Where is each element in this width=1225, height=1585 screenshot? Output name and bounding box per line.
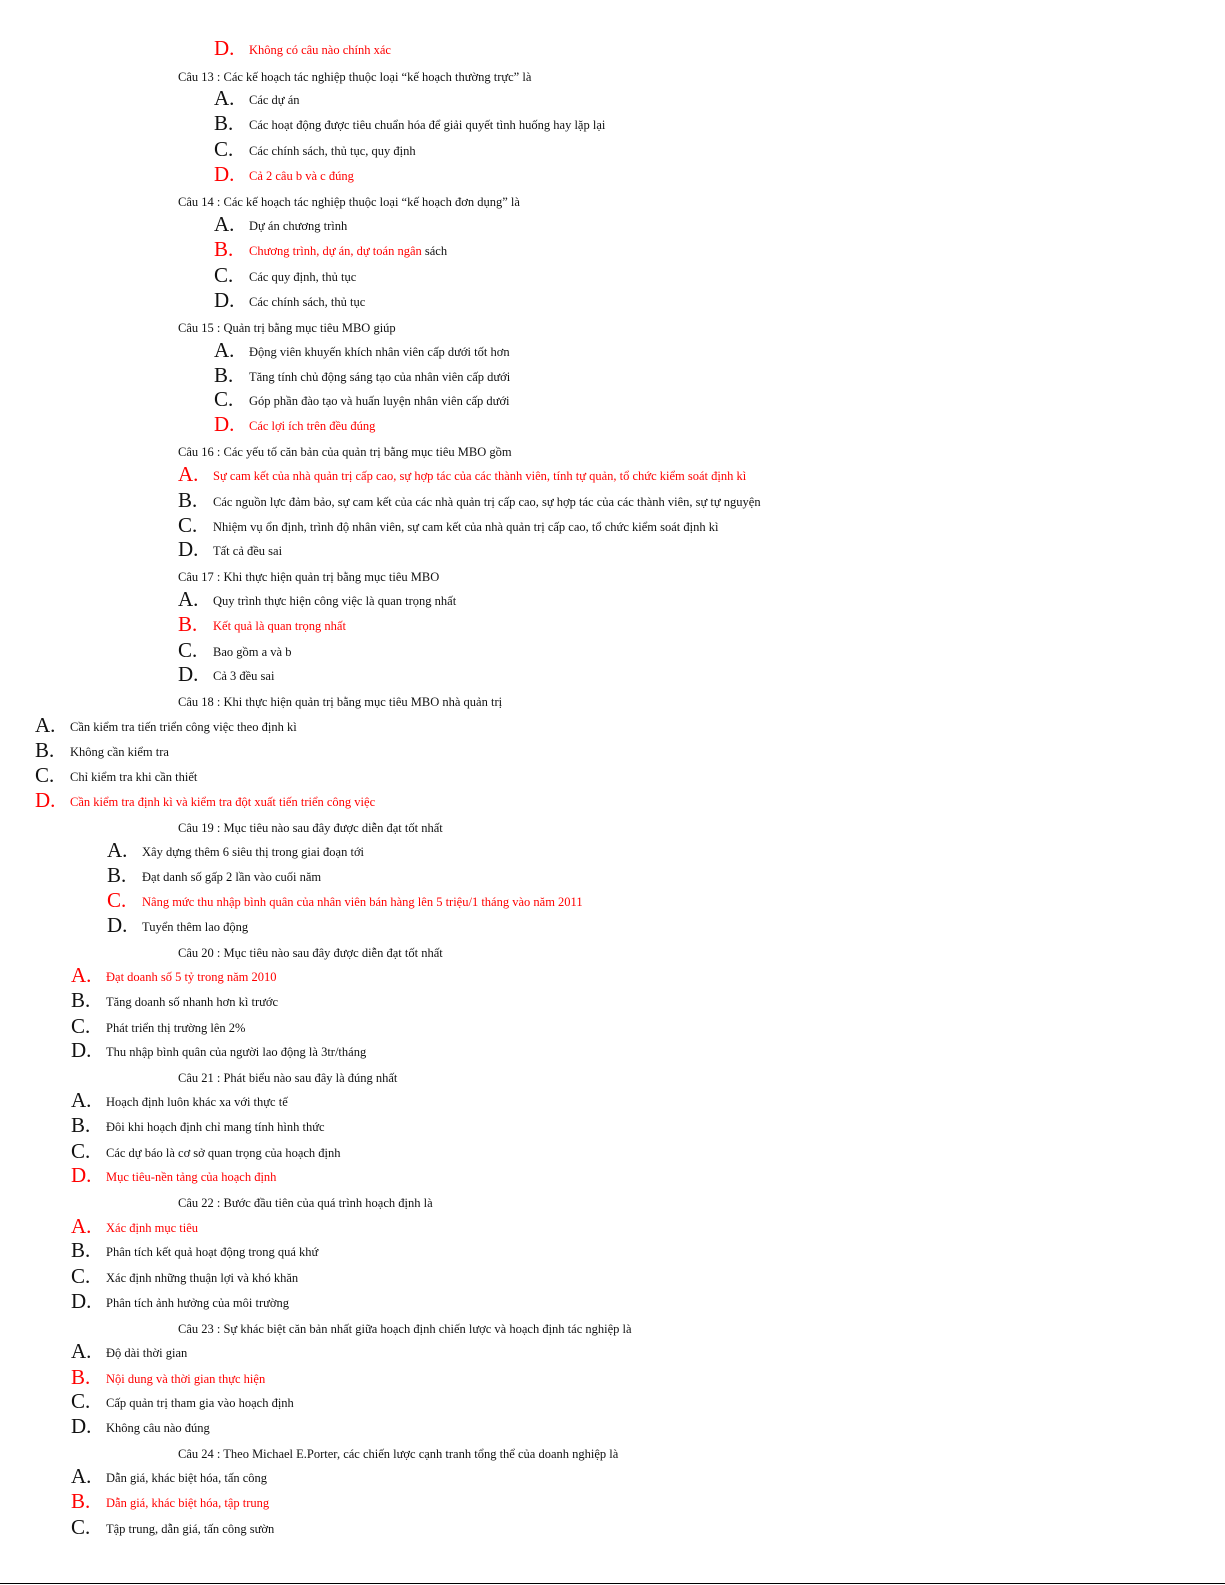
option-text [142, 845, 364, 860]
option-text [142, 920, 248, 935]
option-text [106, 970, 276, 985]
correct-answer-text: Nâng mức thu nhập bình quân của nhân viên bán hàng lên 5 triệu/1 tháng vào năm 2011 [142, 895, 583, 909]
option-text [249, 370, 510, 385]
option-letter: B. [35, 738, 55, 762]
option-text [106, 995, 278, 1010]
answer-text: Các nguồn lực đảm bảo, sự cam kết của các nhà quản trị cấp cao, sự hợp tác của các thành viên, sự tự nguyện [213, 495, 761, 509]
option-text [70, 720, 297, 735]
answer-text: Các chính sách, thủ tục, quy định [249, 144, 416, 158]
option-text [249, 345, 510, 360]
answer-text: Độ dài thời gian [106, 1346, 188, 1360]
correct-answer-text: Dẫn giá, khác biệt hóa, tập trung [106, 1496, 270, 1510]
option-text [213, 645, 291, 660]
option-text [106, 1271, 298, 1286]
question-text: Câu 21 : Phát biểu nào sau đây là đúng nhất [178, 1071, 398, 1085]
question-text: Câu 14 : Các kế hoạch tác nghiệp thuộc loại “kế hoạch đơn dụng” là [178, 195, 520, 209]
option-text [106, 1095, 288, 1110]
correct-answer-text: Nội dung và thời gian thực hiện [106, 1372, 266, 1386]
option-text [249, 169, 354, 184]
option-letter: B. [71, 988, 91, 1012]
option-text [70, 795, 375, 810]
answer-text: Phân tích ảnh hưởng của môi trường [106, 1296, 289, 1310]
option-text [249, 43, 391, 58]
option-letter: D. [71, 1038, 92, 1062]
option-letter: A. [71, 1214, 92, 1238]
correct-answer-text: Xác định mục tiêu [106, 1221, 198, 1235]
option-letter: D. [178, 537, 199, 561]
option-text [106, 1522, 274, 1537]
option-letter: D. [214, 412, 235, 436]
question-text: Câu 22 : Bước đầu tiên của quá trình hoạch định là [178, 1196, 433, 1210]
option-text [213, 495, 761, 510]
answer-text: Các dự án [249, 93, 300, 107]
correct-answer-text: Đạt doanh số 5 tỷ trong năm 2010 [106, 970, 277, 984]
option-letter: D. [107, 913, 128, 937]
correct-answer-text: Chương trình, dự án, dự toán ngân [249, 244, 422, 258]
option-text [106, 1372, 265, 1387]
answer-text: Hoạch định luôn khác xa với thực tế [106, 1095, 288, 1109]
option-text [249, 394, 510, 409]
option-text [106, 1146, 341, 1161]
answer-text: Xác định những thuận lợi và khó khăn [106, 1271, 299, 1285]
correct-answer-text: Mục tiêu-nền tảng của hoạch định [106, 1170, 277, 1184]
option-letter: C. [71, 1515, 91, 1539]
option-text [249, 270, 356, 285]
option-letter: D. [71, 1163, 92, 1187]
option-letter: B. [214, 363, 234, 387]
option-text [106, 1221, 198, 1236]
option-letter: D. [71, 1289, 92, 1313]
option-text [106, 1120, 325, 1135]
option-letter: A. [71, 1339, 92, 1363]
answer-text: Bao gồm a và b [213, 645, 292, 659]
option-letter: D. [71, 1414, 92, 1438]
answer-text: Nhiệm vụ ổn định, trình độ nhân viên, sự cam kết của nhà quản trị cấp cao, tổ chức kiểm soát định kì [213, 520, 719, 534]
page-bottom-rule [0, 1583, 1225, 1584]
option-letter: B. [71, 1238, 91, 1262]
option-text [106, 1396, 294, 1411]
option-letter: C. [107, 888, 127, 912]
answer-text: Phân tích kết quả hoạt động trong quá khứ [106, 1245, 319, 1259]
answer-text: Phát triển thị trường lên 2% [106, 1021, 246, 1035]
answer-text: Các chính sách, thủ tục [249, 295, 366, 309]
option-text [249, 219, 347, 234]
option-text [106, 1021, 245, 1036]
option-text [213, 520, 718, 535]
correct-answer-text: Cả 2 câu b và c đúng [249, 169, 354, 183]
answer-text: Tuyển thêm lao động [142, 920, 249, 934]
option-letter: B. [107, 863, 127, 887]
answer-text: Không câu nào đúng [106, 1421, 210, 1435]
answer-text: Cấp quản trị tham gia vào hoạch định [106, 1396, 294, 1410]
question-text: Câu 17 : Khi thực hiện quản trị bằng mục tiêu MBO [178, 570, 440, 584]
option-letter: C. [214, 137, 234, 161]
option-text [106, 1346, 187, 1361]
option-text [213, 469, 746, 484]
question-text: Câu 19 : Mục tiêu nào sau đây được diễn đạt tốt nhất [178, 821, 443, 835]
option-text [106, 1045, 366, 1060]
option-letter: A. [178, 587, 199, 611]
answer-text: Đôi khi hoạch định chỉ mang tính hình thức [106, 1120, 325, 1134]
question-text: Câu 23 : Sự khác biệt căn bản nhất giữa hoạch định chiến lược và hoạch định tác nghiệp là [178, 1322, 632, 1336]
option-letter: D. [35, 788, 56, 812]
answer-text: Góp phần đào tạo và huấn luyện nhân viên cấp dưới [249, 394, 510, 408]
option-letter: B. [71, 1365, 91, 1389]
option-letter: C. [214, 263, 234, 287]
answer-text: Chỉ kiểm tra khi cần thiết [70, 770, 198, 784]
option-text [249, 295, 365, 310]
option-letter: D. [214, 36, 235, 60]
option-letter: B. [214, 237, 234, 261]
answer-text: Xây dựng thêm 6 siêu thị trong giai đoạn tới [142, 845, 365, 859]
option-text [106, 1170, 276, 1185]
option-text [70, 745, 169, 760]
answer-text: Động viên khuyến khích nhân viên cấp dưới tốt hơn [249, 345, 510, 359]
answer-text: Các hoạt động được tiêu chuẩn hóa để giải quyết tình huống hay lặp lại [249, 118, 606, 132]
correct-answer-text: Các lợi ích trên đều đúng [249, 419, 376, 433]
option-letter: A. [214, 212, 235, 236]
option-text [106, 1245, 318, 1260]
question-text: Câu 24 : Theo Michael E.Porter, các chiến lược cạnh tranh tổng thể của doanh nghiệp là [178, 1447, 619, 1461]
option-letter: A. [214, 86, 235, 110]
option-letter: A. [71, 1088, 92, 1112]
answer-text: Tăng tính chủ động sáng tạo của nhân viên cấp dưới [249, 370, 511, 384]
option-letter: B. [214, 111, 234, 135]
option-letter: B. [71, 1113, 91, 1137]
question-text: Câu 15 : Quản trị bằng mục tiêu MBO giúp [178, 321, 396, 335]
correct-answer-text: Sự cam kết của nhà quản trị cấp cao, sự hợp tác của các thành viên, tính tự quản, tổ chức kiểm soát định kì [213, 469, 747, 483]
answer-text: Thu nhập bình quân của người lao động là 3tr/tháng [106, 1045, 367, 1059]
option-text [213, 669, 274, 684]
option-text [249, 118, 605, 133]
answer-text-suffix: sách [421, 244, 448, 258]
answer-text: Tăng doanh số nhanh hơn kì trước [106, 995, 279, 1009]
option-text [106, 1471, 267, 1486]
answer-text: Tất cả đều sai [213, 544, 283, 558]
option-text [106, 1496, 269, 1511]
option-letter: C. [71, 1389, 91, 1413]
option-text [142, 870, 321, 885]
option-letter: C. [178, 638, 198, 662]
option-letter: C. [71, 1139, 91, 1163]
option-letter: D. [214, 162, 235, 186]
option-letter: B. [178, 612, 198, 636]
correct-answer-text: Kết quả là quan trọng nhất [213, 619, 346, 633]
answer-text: Dự án chương trình [249, 219, 348, 233]
option-letter: A. [214, 338, 235, 362]
option-letter: D. [178, 662, 199, 686]
answer-text: Tập trung, dẫn giá, tấn công sườn [106, 1522, 275, 1536]
option-letter: A. [71, 1464, 92, 1488]
correct-answer-text: Cần kiểm tra định kì và kiểm tra đột xuất tiến triển công việc [70, 795, 376, 809]
answer-text: Không cần kiểm tra [70, 745, 169, 759]
option-text [70, 770, 197, 785]
answer-text: Đạt danh số gấp 2 lần vào cuối năm [142, 870, 322, 884]
option-text [249, 244, 447, 259]
option-letter: C. [214, 387, 234, 411]
option-letter: B. [71, 1489, 91, 1513]
option-text [249, 419, 375, 434]
question-text: Câu 13 : Các kế hoạch tác nghiệp thuộc loại “kế hoạch thường trực” là [178, 70, 532, 84]
option-letter: A. [35, 713, 56, 737]
option-letter: C. [71, 1014, 91, 1038]
option-text [106, 1296, 289, 1311]
option-letter: D. [214, 288, 235, 312]
option-letter: A. [71, 963, 92, 987]
answer-text: Cần kiểm tra tiến triển công việc theo định kì [70, 720, 297, 734]
option-letter: B. [178, 488, 198, 512]
option-text [213, 619, 346, 634]
option-letter: C. [71, 1264, 91, 1288]
option-letter: C. [35, 763, 55, 787]
question-text: Câu 20 : Mục tiêu nào sau đây được diễn đạt tốt nhất [178, 946, 443, 960]
question-text: Câu 18 : Khi thực hiện quản trị bằng mục tiêu MBO nhà quản trị [178, 695, 503, 709]
option-text [249, 93, 300, 108]
answer-text: Các dự báo là cơ sở quan trọng của hoạch định [106, 1146, 341, 1160]
option-text [249, 144, 416, 159]
option-text [213, 544, 282, 559]
option-letter: A. [107, 838, 128, 862]
answer-text: Dẫn giá, khác biệt hóa, tấn công [106, 1471, 268, 1485]
option-letter: A. [178, 462, 199, 486]
answer-text: Cả 3 đều sai [213, 669, 275, 683]
correct-answer-text: Không có câu nào chính xác [249, 43, 391, 57]
option-letter: C. [178, 513, 198, 537]
question-text: Câu 16 : Các yếu tố căn bản của quản trị bằng mục tiêu MBO gồm [178, 445, 512, 459]
answer-text: Quy trình thực hiện công việc là quan trọng nhất [213, 594, 457, 608]
option-text [213, 594, 456, 609]
answer-text: Các quy định, thủ tục [249, 270, 357, 284]
option-text [106, 1421, 210, 1436]
option-text [142, 895, 583, 910]
